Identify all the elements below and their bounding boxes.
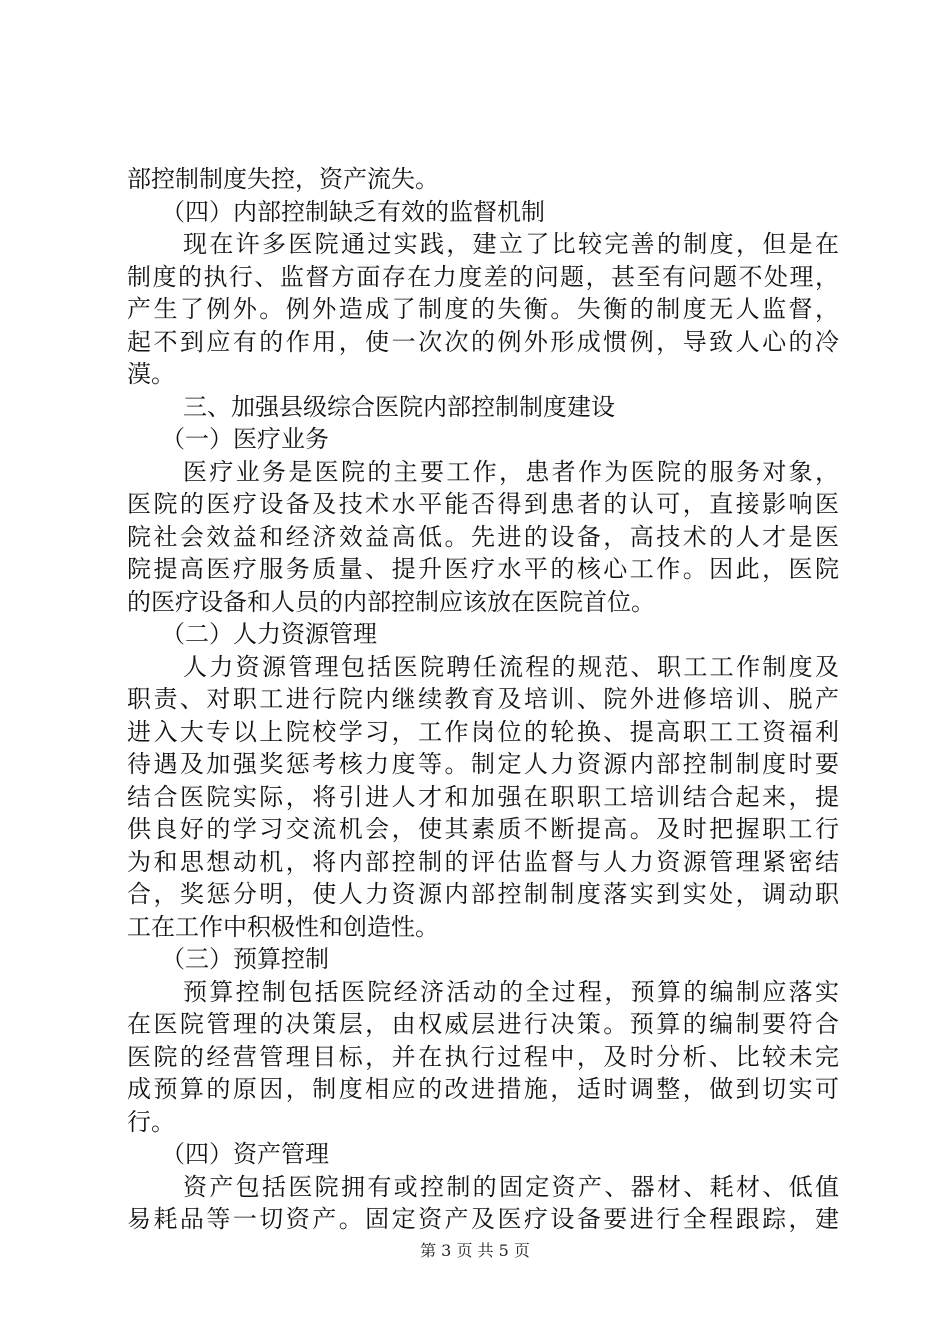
text-line: 的医疗设备和人员的内部控制应该放在医院首位。 bbox=[127, 587, 655, 616]
text-line: 院社会效益和经济效益高低。先进的设备，高技术的人才是医 bbox=[127, 522, 839, 551]
text-line: 医疗业务是医院的主要工作，患者作为医院的服务对象， bbox=[183, 457, 839, 486]
text-line: 待遇及加强奖惩考核力度等。制定人力资源内部控制制度时要 bbox=[127, 750, 839, 778]
text-line: 三、加强县级综合医院内部控制制度建设 bbox=[183, 392, 615, 421]
text-line: 工在工作中积极性和创造性。 bbox=[127, 912, 439, 941]
text-line: 预算控制包括医院经济活动的全过程，预算的编制应落实 bbox=[183, 977, 839, 1006]
page-footer: 第 3 页 共 5 页 bbox=[420, 1241, 530, 1260]
text-line: 易耗品等一切资产。固定资产及医疗设备要进行全程跟踪，建 bbox=[127, 1205, 839, 1233]
text-line: 院提高医疗服务质量、提升医疗水平的核心工作。因此，医院 bbox=[127, 555, 839, 583]
text-line: 合，奖惩分明，使人力资源内部控制制度落实到实处，调动职 bbox=[127, 880, 839, 908]
text-line: 进入大专以上院校学习，工作岗位的轮换、提高职工工资福利 bbox=[127, 717, 839, 746]
text-line: 为和思想动机，将内部控制的评估监督与人力资源管理紧密结 bbox=[127, 847, 839, 876]
document-body bbox=[127, 163, 839, 1236]
text-line: 成预算的原因，制度相应的改进措施，适时调整，做到切实可 bbox=[127, 1075, 839, 1103]
text-line: 人力资源管理包括医院聘任流程的规范、职工工作制度及 bbox=[183, 652, 839, 681]
text-line: 漠。 bbox=[127, 360, 175, 388]
text-line: 制度的执行、监督方面存在力度差的问题，甚至有问题不处理， bbox=[127, 262, 839, 291]
text-line: 现在许多医院通过实践，建立了比较完善的制度，但是在 bbox=[183, 230, 839, 258]
text-line: 起不到应有的作用，使一次次的例外形成惯例，导致人心的冷 bbox=[127, 327, 839, 356]
section-heading: （二）人力资源管理 bbox=[161, 620, 377, 648]
text-line: 行。 bbox=[127, 1107, 175, 1136]
text-line: 资产包括医院拥有或控制的固定资产、器材、耗材、低值 bbox=[183, 1172, 839, 1201]
section-heading: （四）内部控制缺乏有效的监督机制 bbox=[161, 197, 545, 226]
text-line: 职责、对职工进行院内继续教育及培训、院外进修培训、脱产 bbox=[127, 685, 839, 713]
text-line: 医院的医疗设备及技术水平能否得到患者的认可，直接影响医 bbox=[127, 490, 839, 518]
section-heading: （一）医疗业务 bbox=[161, 425, 329, 453]
text-line: 供良好的学习交流机会，使其素质不断提高。及时把握职工行 bbox=[127, 815, 839, 843]
text-line: 结合医院实际，将引进人才和加强在职职工培训结合起来，提 bbox=[127, 782, 839, 811]
text-line: 在医院管理的决策层，由权威层进行决策。预算的编制要符合 bbox=[127, 1010, 839, 1038]
text-line: 医院的经营管理目标，并在执行过程中，及时分析、比较未完 bbox=[127, 1042, 839, 1071]
section-heading: （四）资产管理 bbox=[161, 1140, 329, 1168]
text-line: 产生了例外。例外造成了制度的失衡。失衡的制度无人监督， bbox=[127, 295, 839, 323]
text-line: 部控制制度失控，资产流失。 bbox=[127, 165, 439, 193]
section-heading: （三）预算控制 bbox=[161, 945, 329, 973]
